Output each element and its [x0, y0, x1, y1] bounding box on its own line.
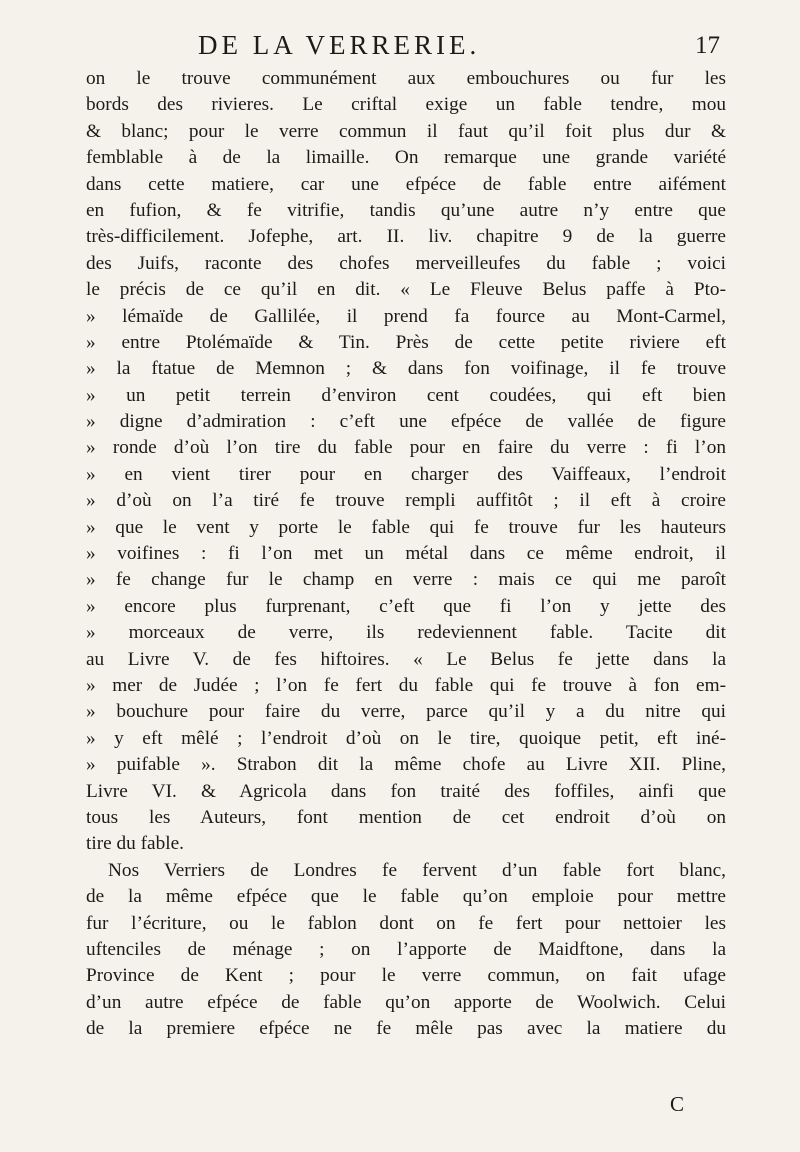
text-line: au Livre V. de fes hiftoires. « Le Belus fe jette dans la	[86, 648, 726, 670]
text-line: Province de Kent ; pour le verre commun, on fait ufage	[86, 965, 726, 987]
text-line: » fe change fur le champ en verre : mais ce qui me paroît	[86, 569, 726, 591]
text-line: de la premiere efpéce ne fe mêle pas avec la matiere du	[86, 1018, 726, 1040]
text-line: & blanc; pour le verre commun il faut qu’il foit plus dur &	[86, 120, 726, 142]
text-line: » ronde d’où l’on tire du fable pour en faire du verre : fi l’on	[86, 437, 726, 459]
page-header	[80, 30, 720, 70]
text-line: en fufion, & fe vitrifie, tandis qu’une autre n’y entre que	[86, 199, 726, 221]
text-line: » encore plus furprenant, c’eft que fi l’on y jette des	[86, 595, 726, 617]
text-line: Nos Verriers de Londres fe fervent d’un fable fort blanc,	[108, 859, 726, 881]
text-line: » lémaïde de Gallilée, il prend fa fource au Mont-Carmel,	[86, 305, 726, 327]
text-line: » entre Ptolémaïde & Tin. Près de cette petite riviere eft	[86, 331, 726, 353]
text-line: Livre VI. & Agricola dans fon traité des foffiles, ainfi que	[86, 780, 726, 802]
text-line: tous les Auteurs, font mention de cet endroit d’où on	[86, 806, 726, 828]
text-line: » bouchure pour faire du verre, parce qu’il y a du nitre qui	[86, 701, 726, 723]
text-line: » la ftatue de Memnon ; & dans fon voifinage, il fe trouve	[86, 358, 726, 380]
running-title: DE LA VERRERIE.	[198, 30, 481, 60]
text-line: » un petit terrein d’environ cent coudées, qui eft bien	[86, 384, 726, 406]
text-line: d’un autre efpéce de fable qu’on apporte de Woolwich. Celui	[86, 991, 726, 1013]
text-line: » d’où on l’a tiré fe trouve rempli auffitôt ; il eft à croire	[86, 490, 726, 512]
text-line: bords des rivieres. Le criftal exige un fable tendre, mou	[86, 94, 726, 116]
text-line: » voifines : fi l’on met un métal dans ce même endroit, il	[86, 543, 726, 565]
catchword: C	[670, 1092, 685, 1116]
text-line: femblable à de la limaille. On remarque une grande variété	[86, 147, 726, 169]
text-line: le précis de ce qu’il en dit. « Le Fleuve Belus paffe à Pto-	[86, 279, 726, 301]
text-line: de la même efpéce que le fable qu’on emploie pour mettre	[86, 886, 726, 908]
text-line: » morceaux de verre, ils redeviennent fable. Tacite dit	[86, 622, 726, 644]
text-line: dans cette matiere, car une efpéce de fable entre aifément	[86, 173, 726, 195]
text-line: tire du fable.	[86, 833, 184, 855]
text-line: » en vient tirer pour en charger des Vaiffeaux, l’endroit	[86, 463, 726, 485]
body-text	[86, 66, 726, 1042]
text-line: » que le vent y porte le fable qui fe trouve fur les hauteurs	[86, 516, 726, 538]
text-line: des Juifs, raconte des chofes merveilleufes du fable ; voici	[86, 252, 726, 274]
text-line: » digne d’admiration : c’eft une efpéce de vallée de figure	[86, 411, 726, 433]
text-line: on le trouve communément aux embouchures ou fur les	[86, 68, 726, 89]
text-line: fur l’écriture, ou le fablon dont on fe fert pour nettoier les	[86, 912, 726, 934]
text-line: » puifable ». Strabon dit la même chofe au Livre XII. Pline,	[86, 754, 726, 776]
page-number: 17	[695, 32, 720, 59]
text-line: uftenciles de ménage ; on l’apporte de Maidftone, dans la	[86, 938, 726, 960]
text-line: » y eft mêlé ; l’endroit d’où on le tire, quoique petit, eft iné-	[86, 727, 726, 749]
text-line: très-difficilement. Jofephe, art. II. liv. chapitre 9 de la guerre	[86, 226, 726, 248]
text-line: » mer de Judée ; l’on fe fert du fable qui fe trouve à fon em-	[86, 674, 726, 696]
